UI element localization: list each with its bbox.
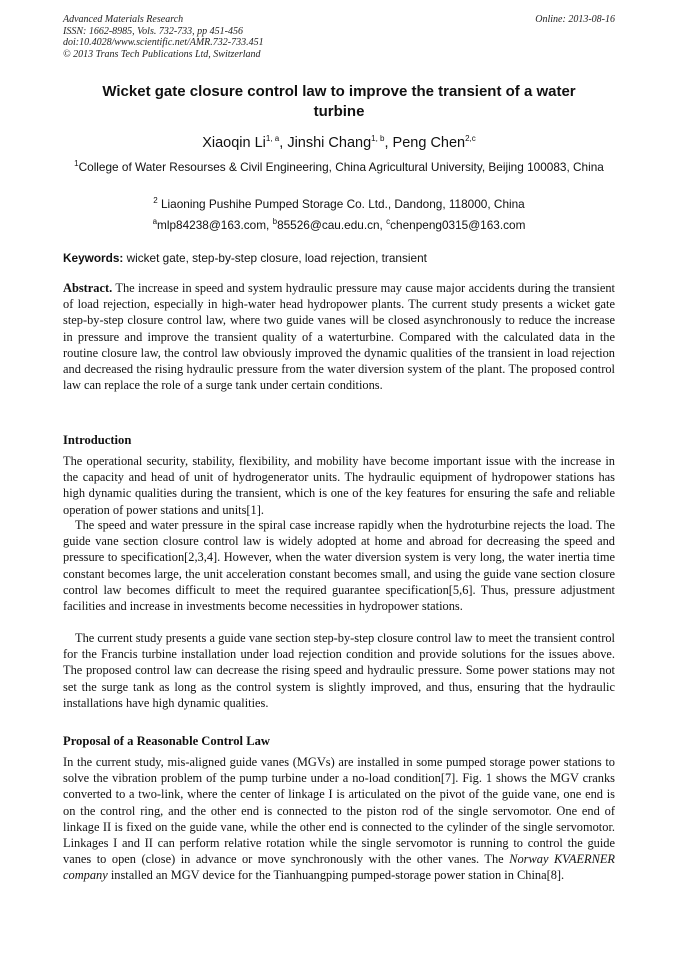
affiliation-sup: 2	[153, 196, 158, 205]
title-line-2: turbine	[313, 103, 365, 120]
intro-paragraph-2: The speed and water pressure in the spiral case increase rapidly when the hydroturbine rejects the load. The guide vane section closure control law is widely adopted at home and abroad for decreasing the speed and pressure to specification[2,3,4]. However, when the water diversion system is very long, the water inertia time constant becomes large, the unit acceleration constant becomes small, and using the guide vane section closure control law becomes difficult to meet the required guarantee specification[5,6]. Thus, pressure adjustment facilities and increase in investments become necessities in hydropower stations.	[63, 518, 615, 614]
author-affil-sup: 1, b	[371, 134, 385, 143]
copyright-line: © 2013 Trans Tech Publications Ltd, Switzerland	[63, 48, 261, 60]
author-name: Xiaoqin Li	[202, 134, 266, 151]
affiliation-text: College of Water Resourses & Civil Engineering, China Agricultural University, Beijing 100083, China	[78, 159, 604, 174]
author-emails	[63, 214, 615, 233]
abstract-text: The increase in speed and system hydraulic pressure may cause major accidents during the transient of load rejection, especially in high-water head hydropower plants. The current study presents a wicket gate step-by-step closure control law, where two guide vanes will be closed asynchronously to reduce the increase in pressure and improve the transient quality of a waterturbine. Compared with the calculated data in the routine closure law, the control law obviously improved the dynamic qualities of the transient in load rejection and decreased the rising hydraulic pressure from the water diversion system of the plant. The proposed control law can replace the role of a surge tank under certain conditions.	[63, 281, 615, 393]
affiliation-sup: 1	[74, 159, 79, 168]
author-separator: ,	[279, 134, 288, 151]
abstract-label: Abstract.	[63, 281, 113, 295]
author-separator: ,	[384, 134, 393, 151]
online-date: Online: 2013-08-16	[535, 14, 615, 25]
author-name: Peng Chen	[392, 134, 466, 151]
proposal-paragraph	[63, 754, 615, 884]
email-link[interactable]: 85526@cau.edu.cn,	[277, 217, 387, 232]
affiliation-2	[63, 193, 615, 212]
proposal-text-end: installed an MGV device for the Tianhuangping pumped-storage power station in China[8].	[107, 868, 565, 883]
keywords-line	[63, 250, 615, 266]
email-sup: c	[386, 217, 391, 226]
journal-header	[63, 14, 615, 60]
section-heading-introduction: Introduction	[63, 433, 132, 447]
keywords-label: Keywords:	[63, 251, 124, 265]
doi-line[interactable]: doi:10.4028/www.scientific.net/AMR.732-733.451	[63, 37, 264, 48]
email-sup: b	[272, 217, 278, 226]
proposal-text: In the current study, mis-aligned guide vanes (MGVs) are installed in some pumped storage power stations to solve the vibration problem of the pump turbine under a no-load condition[7]. Fig. 1 shows the MGV cranks converted to a two-link, where the center of linkage I is articulated on the pivot of the guide vane, one end is on the control ring, and the other end is connected to the piston rod of the single servomotor. One end of linkage II is fixed on the guide vane, while the other end is connected to the cylinder of the single servomotor. Linkages I and II can perform relative rotation while the single servomotor is running to control the guide vanes to open (close) in advance or move synchronously with the other vanes. The	[63, 755, 615, 867]
email-link[interactable]: mlp84238@163.com,	[157, 217, 273, 232]
paper-title	[63, 82, 615, 122]
email-link[interactable]: chenpeng0315@163.com	[390, 217, 526, 232]
affiliation-text: Liaoning Pushihe Pumped Storage Co. Ltd., Dandong, 118000, China	[157, 196, 525, 211]
author-name: Jinshi Chang	[287, 134, 372, 151]
title-line-1: Wicket gate closure control law to improve the transient of a water	[102, 83, 576, 100]
author-affil-sup: 1, a	[265, 134, 280, 143]
keywords-text: wicket gate, step-by-step closure, load rejection, transient	[123, 251, 427, 265]
affiliation-1	[63, 156, 615, 175]
section-heading-proposal: Proposal of a Reasonable Control Law	[63, 734, 270, 748]
journal-name: Advanced Materials Research	[63, 14, 184, 25]
author-affil-sup: 2,c	[465, 134, 476, 143]
intro-paragraph-1: The operational security, stability, flexibility, and mobility have become important issue with the increase in the capacity and head of unit of hydrogenerator units. The hydraulic equipment of hydropower stations has high dynamic qualities during the transient, which is one of the key features for ensuring the safe and reliable operation of power stations and units[1].	[63, 454, 615, 517]
issn-line: ISSN: 1662-8985, Vols. 732-733, pp 451-456	[63, 25, 243, 37]
intro-paragraph-3: The current study presents a guide vane section step-by-step closure control law to meet the transient control for the Francis turbine installation under load rejection condition and provide solutions for the issues above. The proposed control law can decrease the rising speed and hydraulic pressure. Some power stations may not set the surge tank as long as the control system is slightly improved, and thus, ensuring that the hydraulic installations have high dynamic qualities.	[63, 631, 615, 710]
abstract-paragraph	[63, 280, 615, 393]
author-list	[63, 130, 615, 152]
company-name: Norway KVAERNER company	[63, 852, 615, 883]
email-sup: a	[152, 217, 158, 226]
